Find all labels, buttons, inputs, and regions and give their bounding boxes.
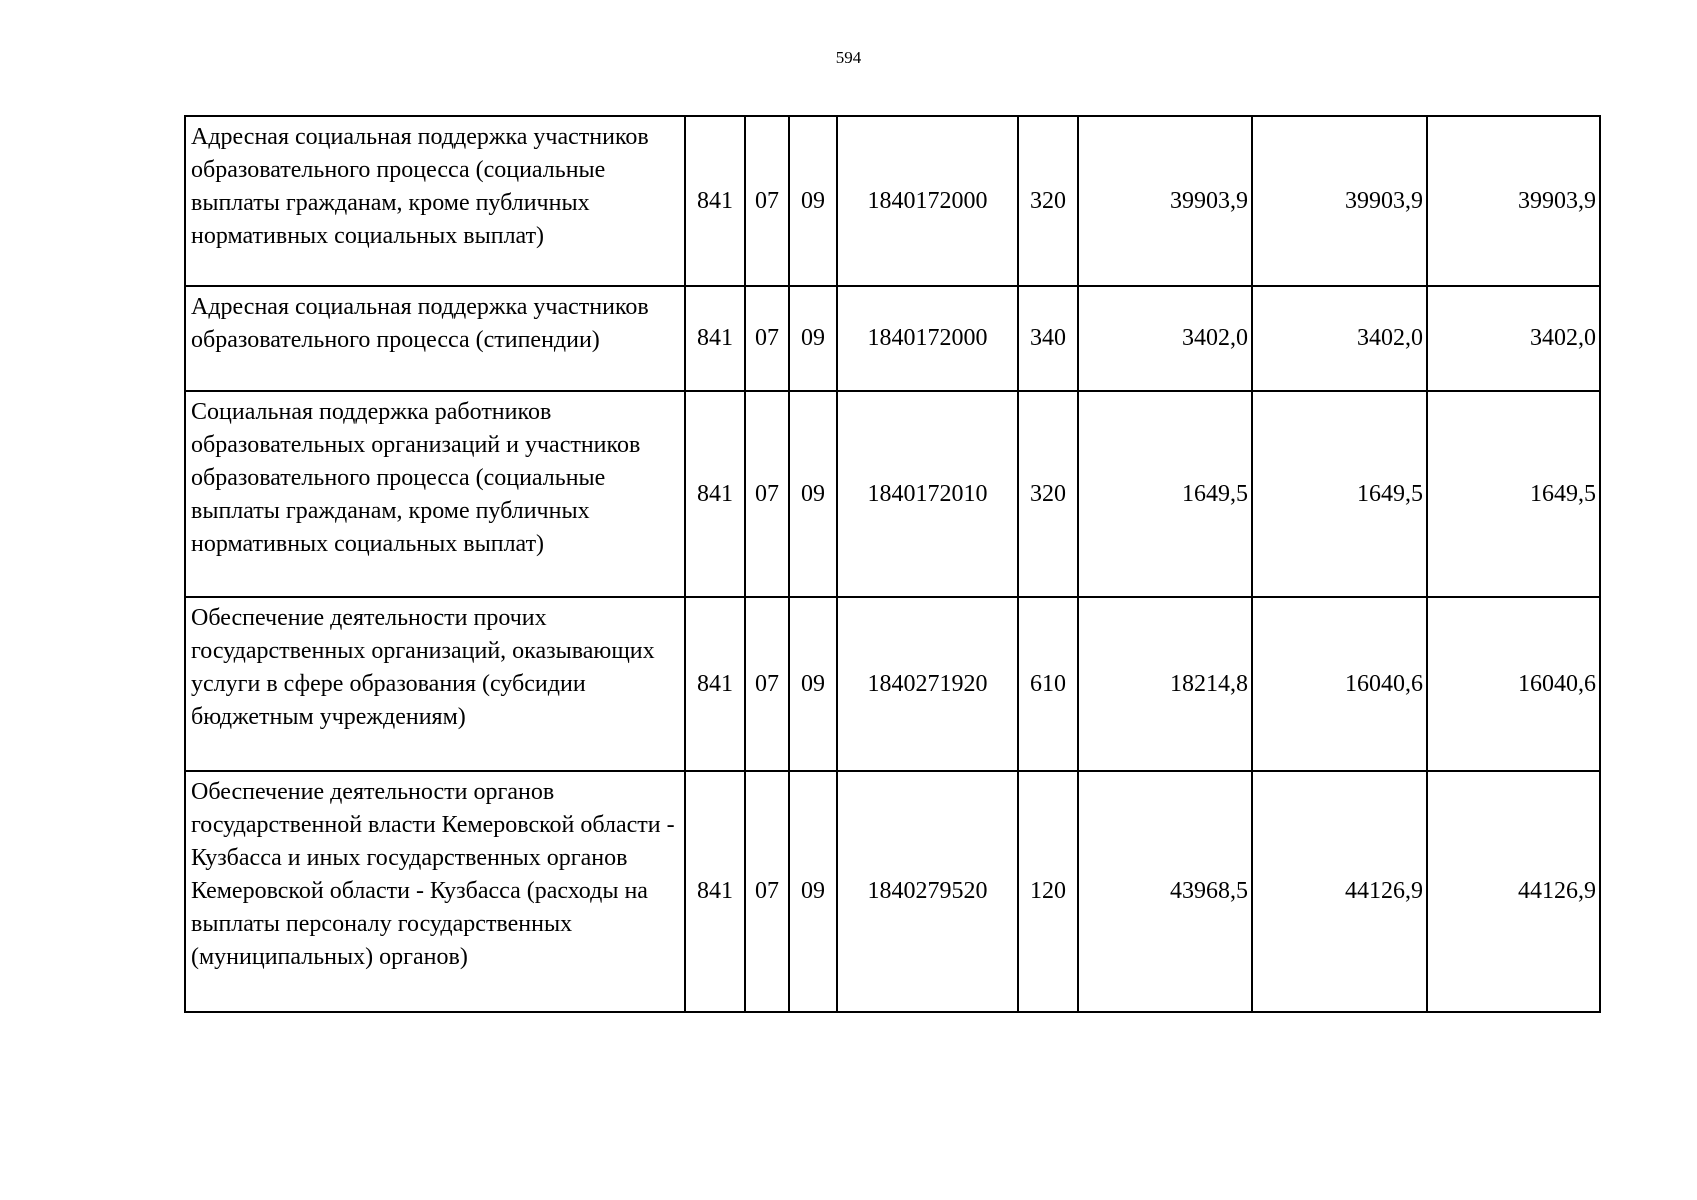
section-code: 07 (745, 771, 789, 1012)
target-article-code: 1840172000 (837, 116, 1018, 286)
table-row (185, 286, 1600, 391)
table-row (185, 597, 1600, 771)
amount-year-2: 44126,9 (1252, 771, 1427, 1012)
amount-year-2: 39903,9 (1252, 116, 1427, 286)
row-description: Обеспечение деятельности органов государственной власти Кемеровской области - Кузбасса и иных государственных органов Кемеровской области - Кузбасса (расходы на выплаты персоналу государственных (муниципальных) органов) (185, 771, 685, 1012)
expense-type-code: 320 (1018, 391, 1078, 597)
expense-type-code: 340 (1018, 286, 1078, 391)
amount-year-1: 3402,0 (1078, 286, 1252, 391)
target-article-code: 1840279520 (837, 771, 1018, 1012)
target-article-code: 1840172000 (837, 286, 1018, 391)
subsection-code: 09 (789, 771, 837, 1012)
section-code: 07 (745, 391, 789, 597)
subsection-code: 09 (789, 286, 837, 391)
section-code: 07 (745, 116, 789, 286)
section-code: 07 (745, 286, 789, 391)
ministry-code: 841 (685, 116, 745, 286)
amount-year-1: 39903,9 (1078, 116, 1252, 286)
page-number: 594 (835, 48, 862, 67)
row-description: Адресная социальная поддержка участников образовательного процесса (стипендии) (185, 286, 685, 391)
expense-type-code: 120 (1018, 771, 1078, 1012)
amount-year-2: 1649,5 (1252, 391, 1427, 597)
ministry-code: 841 (685, 771, 745, 1012)
target-article-code: 1840271920 (837, 597, 1018, 771)
amount-year-3: 39903,9 (1427, 116, 1600, 286)
amount-year-3: 16040,6 (1427, 597, 1600, 771)
subsection-code: 09 (789, 391, 837, 597)
amount-year-1: 18214,8 (1078, 597, 1252, 771)
table-row (185, 391, 1600, 597)
expense-type-code: 320 (1018, 116, 1078, 286)
ministry-code: 841 (685, 597, 745, 771)
amount-year-3: 1649,5 (1427, 391, 1600, 597)
row-description: Обеспечение деятельности прочих государственных организаций, оказывающих услуги в сфере образования (субсидии бюджетным учреждениям) (185, 597, 685, 771)
amount-year-3: 3402,0 (1427, 286, 1600, 391)
budget-table (184, 115, 1601, 1013)
amount-year-3: 44126,9 (1427, 771, 1600, 1012)
target-article-code: 1840172010 (837, 391, 1018, 597)
table-row (185, 116, 1600, 286)
section-code: 07 (745, 597, 789, 771)
amount-year-2: 3402,0 (1252, 286, 1427, 391)
table-row (185, 771, 1600, 1012)
row-description: Социальная поддержка работников образовательных организаций и участников образовательного процесса (социальные выплаты гражданам, кроме публичных нормативных социальных выплат) (185, 391, 685, 597)
subsection-code: 09 (789, 116, 837, 286)
amount-year-1: 1649,5 (1078, 391, 1252, 597)
row-description: Адресная социальная поддержка участников образовательного процесса (социальные выплаты гражданам, кроме публичных нормативных социальных выплат) (185, 116, 685, 286)
ministry-code: 841 (685, 391, 745, 597)
subsection-code: 09 (789, 597, 837, 771)
amount-year-2: 16040,6 (1252, 597, 1427, 771)
expense-type-code: 610 (1018, 597, 1078, 771)
ministry-code: 841 (685, 286, 745, 391)
amount-year-1: 43968,5 (1078, 771, 1252, 1012)
